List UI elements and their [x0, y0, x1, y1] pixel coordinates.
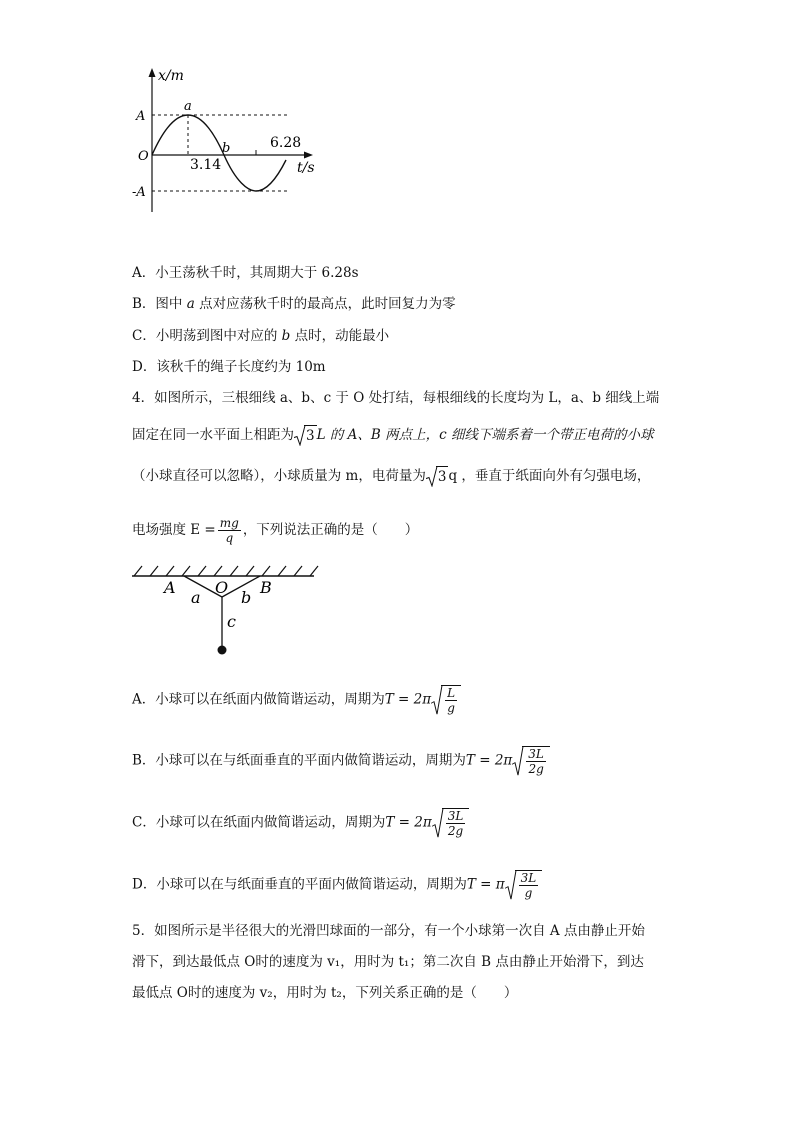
q4-c-text: C．小球可以在纸面内做简谐运动，周期为 [132, 814, 386, 831]
q4-line3-pre: （小球直径可以忽略），小球质量为 m，电荷量为 [132, 468, 426, 484]
q4-line4 [132, 516, 418, 545]
q4-option-a [132, 685, 461, 715]
fig2-label-b: b [241, 588, 252, 607]
axis-x-label: x/m [158, 68, 184, 84]
ceiling-hatch [134, 566, 318, 576]
q3-c-pre: C．小明荡到图中对应的 [132, 328, 282, 344]
fig2-label-A: A [164, 578, 176, 597]
q4-sqrt-3L: 3 [294, 425, 317, 446]
fig2-label-a: a [191, 588, 201, 607]
fig2-label-c: c [227, 612, 236, 631]
q4-b-lhs: T = 2π [465, 752, 513, 769]
q4-d-lhs: T = π [466, 876, 505, 893]
q3-option-b [132, 294, 456, 314]
point-a-label: a [184, 99, 192, 114]
q4-d-text: D．小球可以在与纸面垂直的平面内做简谐运动，周期为 [132, 876, 467, 893]
q3-b-post: 点对应荡秋千时的最高点，此时回复力为零 [194, 296, 456, 312]
q4-line4-pre: 电场强度 E = [132, 522, 216, 538]
q4-line2 [132, 425, 653, 446]
q4-option-b [132, 746, 550, 776]
label-O: O [138, 149, 149, 164]
q4-line2-mid: L 的 A、B 两点上，c 细线下端系着一个带正电荷的小球 [316, 427, 654, 443]
q4-b-text: B．小球可以在与纸面垂直的平面内做简谐运动，周期为 [132, 752, 466, 769]
q4-line4-post: ，下列说法正确的是（ ） [242, 522, 419, 538]
strings-figure [128, 560, 323, 660]
x-axis-arrow [149, 68, 156, 77]
q4-line3-mid: q ，垂直于纸面向外有匀强电场， [448, 468, 651, 484]
q5-line1: 5．如图所示是半径很大的光滑凹球面的一部分，有一个小球第一次自 A 点由静止开始 [132, 923, 645, 939]
q4-a-sqrt: $\frac{L}{g}$ [431, 685, 461, 715]
point-b-label: b [222, 141, 231, 156]
q3-b-pre: B．图中 [132, 296, 187, 312]
fig2-label-B: B [260, 578, 272, 597]
q4-c-lhs: T = 2π [385, 814, 432, 831]
t-axis-arrow [304, 152, 313, 159]
q3-c-post: 点时，动能最小 [290, 328, 390, 344]
q4-b-sqrt: $\frac{3L}{2g}$ [512, 746, 550, 776]
label-negA: -A [132, 185, 146, 200]
charged-ball [218, 646, 227, 655]
sine-curve [152, 115, 286, 191]
q3-option-d: D．该秋千的绳子长度约为 10m [132, 359, 326, 375]
q4-a-lhs: T = 2π [384, 691, 432, 708]
q4-a-text: A．小球可以在纸面内做简谐运动，周期为 [132, 691, 385, 708]
label-A: A [136, 109, 146, 124]
q4-line2-pre: 固定在同一水平面上相距为 [132, 427, 294, 443]
q4-d-sqrt: $\frac{3L}{g}$ [505, 870, 543, 900]
q3-b-var: a [186, 296, 195, 312]
fig2-label-O: O [215, 578, 229, 597]
q3-option-c [132, 326, 389, 346]
q4-sqrt-3q: 3 [426, 466, 449, 487]
q4-option-d [132, 870, 542, 900]
q4-line1: 4．如图所示，三根细线 a、b、c 于 O 处打结，每根细线的长度均为 L，a、b 细线上端 [132, 390, 660, 406]
tick-314-label: 3.14 [190, 157, 222, 173]
sine-graph-figure [130, 62, 320, 222]
q5-line3: 最低点 O时的速度为 v₂，用时为 t₂，下列关系正确的是（ ） [132, 985, 518, 1001]
tick-628-label: 6.28 [270, 135, 302, 151]
q4-line3 [132, 466, 650, 487]
q4-option-c [132, 808, 469, 838]
q4-field-fraction: $\frac{mg}{q}$ [219, 516, 239, 545]
q4-c-sqrt: $\frac{3L}{2g}$ [432, 808, 470, 838]
q5-line2: 滑下，到达最低点 O时的速度为 v₁，用时为 t₁；第二次自 B 点由静止开始滑下，到达 [132, 954, 644, 970]
q3-option-a: A．小王荡秋千时，其周期大于 6.28s [132, 265, 359, 281]
axis-t-label: t/s [297, 160, 315, 176]
q3-c-var: b [281, 328, 291, 344]
